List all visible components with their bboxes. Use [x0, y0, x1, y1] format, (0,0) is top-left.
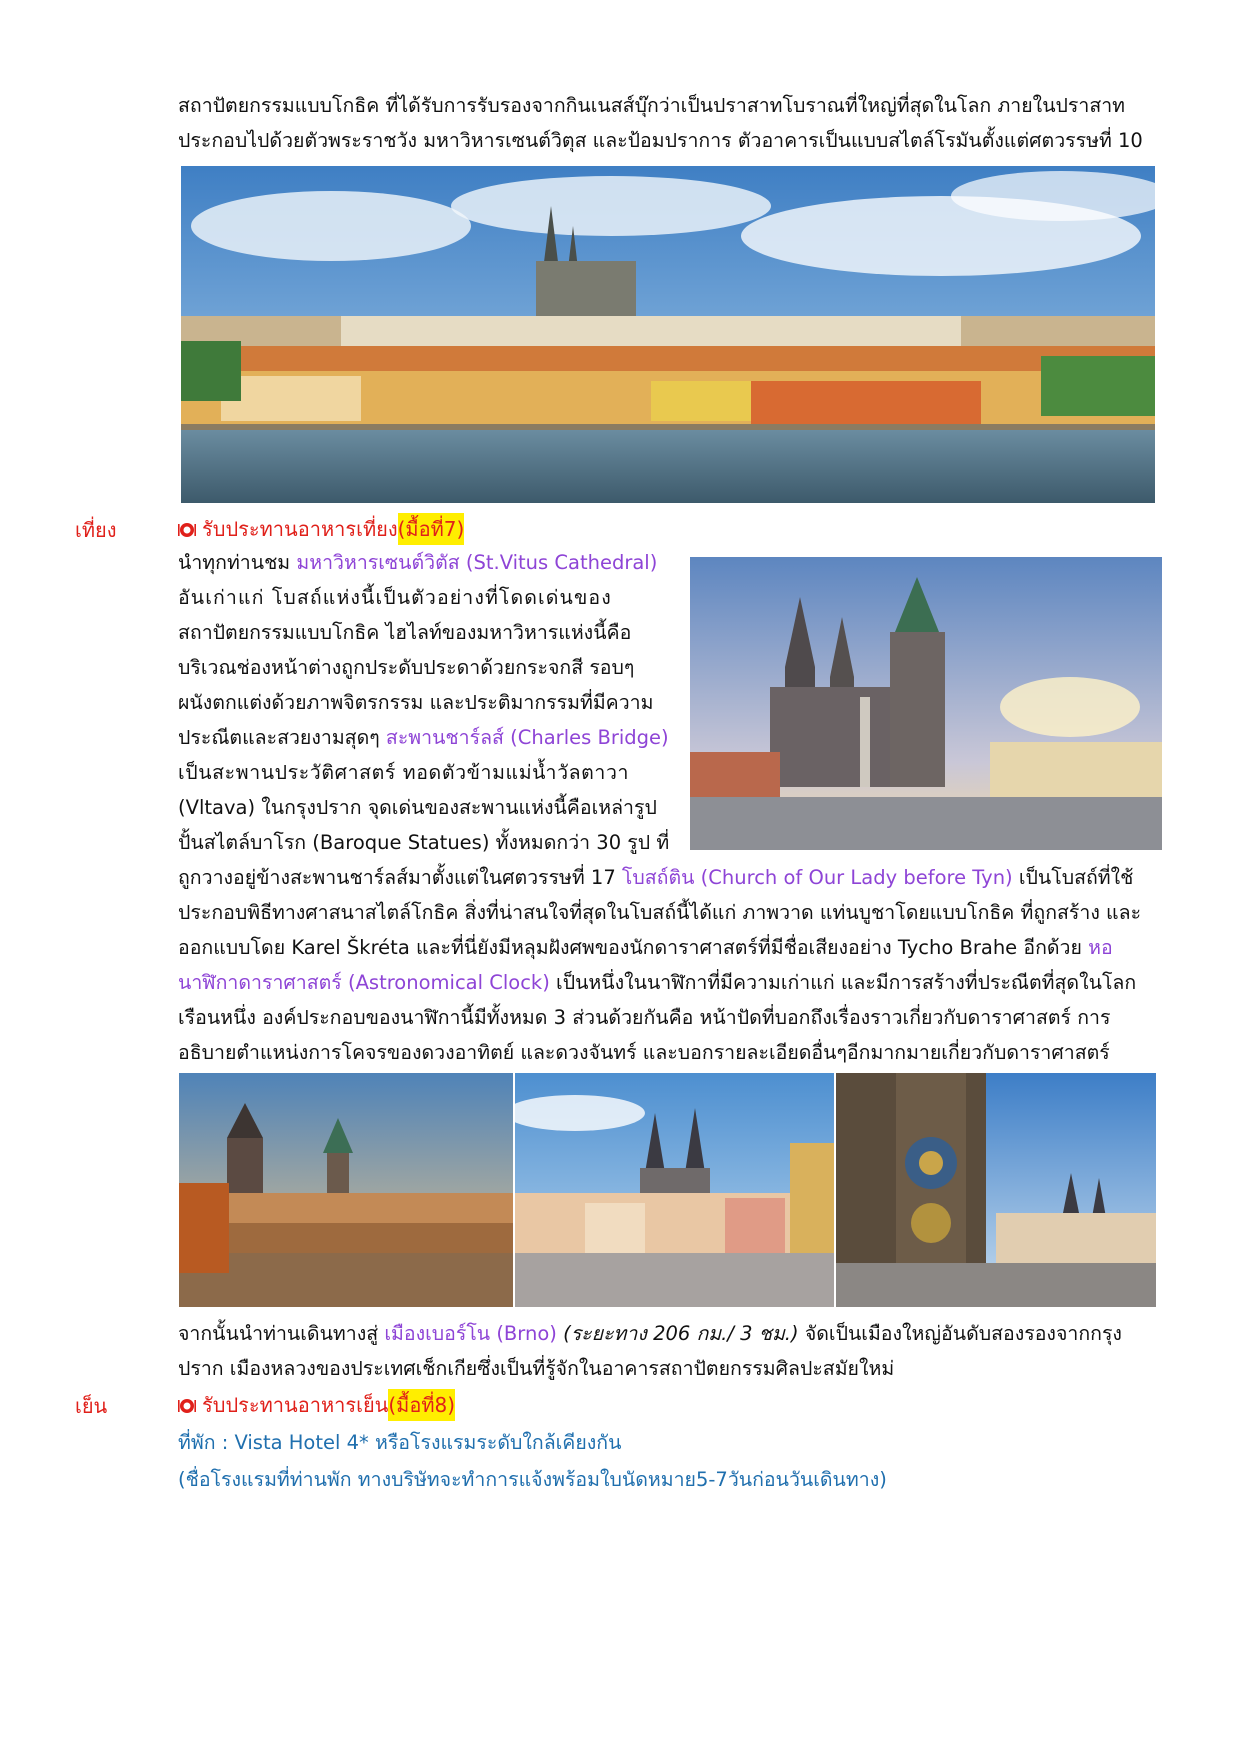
astronomical-clock-photo	[836, 1073, 1156, 1307]
tour-line-2: อันเก่าแก่ โบสถ์แห่งนี้เป็นตัวอย่างที่โดดเด่นของ	[178, 586, 612, 609]
tour-line-4: บริเวณช่องหน้าต่างถูกประดับประดาด้วยกระจกสี รอบๆ	[178, 656, 635, 679]
tour-line-11: ประกอบพิธีทางศาสนาสไตล์โกธิค สิ่งที่น่าสนใจที่สุดในโบสถ์นี้ได้แก่ ภาพวาด แท่นบูชาโดยแบบโกธิค ที่ถูกสร้าง และ	[178, 901, 1142, 924]
lunch-meal-line	[178, 513, 464, 545]
tyn-church-photo	[515, 1073, 834, 1307]
meal-plate-icon	[178, 1396, 196, 1414]
tour-line-12: ออกแบบโดย Karel Škréta และที่นี่ยังมีหลุมฝังศพของนักดาราศาสตร์ที่มีชื่อเสียงอย่าง Tycho Brahe อีกด้วย หอ	[178, 936, 1113, 959]
lunch-time-label: เที่ยง	[75, 518, 117, 542]
intro-line-2: ประกอบไปด้วยตัวพระราชวัง มหาวิหารเซนต์วิตุส และป้อมปราการ ตัวอาคารเป็นแบบสไตล์โรมันตั้งแต่ศตวรรษที่ 10	[178, 129, 1143, 152]
dinner-time-label: เย็น	[75, 1394, 108, 1418]
charles-bridge-photo	[179, 1073, 513, 1307]
tour-line-5: ผนังตกแต่งด้วยภาพจิตรกรรม และประติมากรรมที่มีความ	[178, 691, 654, 714]
astronomical-clock-link: นาฬิกาดาราศาสตร์ (Astronomical Clock)	[178, 971, 550, 994]
travel-paragraph	[178, 1316, 1178, 1386]
brno-link: เมืองเบอร์โน (Brno)	[384, 1322, 557, 1345]
tour-paragraph-narrow	[178, 545, 672, 860]
dinner-meal-line	[178, 1389, 455, 1421]
travel-line-1: จากนั้นนำท่านเดินทางสู่ เมืองเบอร์โน (Brno) (ระยะทาง 206 กม./ 3 ชม.) จัดเป็นเมืองใหญ่อันดับสองรองจากกรุง	[178, 1322, 1122, 1345]
tyn-church-link: โบสถ์ติน (Church of Our Lady before Tyn)	[621, 866, 1013, 889]
tour-line-10: ถูกวางอยู่ข้างสะพานชาร์ลส์มาตั้งแต่ในศตวรรษที่ 17 โบสถ์ติน (Church of Our Lady before Tyn) เป็นโบสถ์ที่ใช้	[178, 866, 1134, 889]
prague-castle-photo	[181, 166, 1155, 503]
tour-line-1: นำทุกท่านชม มหาวิหารเซนต์วิตัส (St.Vitus Cathedral)	[178, 551, 658, 574]
charles-bridge-link: สะพานชาร์ลส์ (Charles Bridge)	[385, 726, 669, 749]
dinner-meal-number: (มื้อที่8)	[388, 1389, 455, 1421]
meal-plate-icon	[178, 520, 196, 538]
travel-line-2: ปราก เมืองหลวงของประเทศเช็กเกียซึ่งเป็นที่รู้จักในอาคารสถาปัตยกรรมศิลปะสมัยใหม่	[178, 1357, 895, 1380]
lunch-meal-text: รับประทานอาหารเที่ยง	[202, 517, 398, 541]
astronomical-clock-link-start: หอ	[1088, 936, 1113, 959]
hotel-line-1: ที่พัก : Vista Hotel 4* หรือโรงแรมระดับใกล้เคียงกัน	[178, 1431, 622, 1454]
tour-line-7: เป็นสะพานประวัติศาสตร์ ทอดตัวข้ามแม่น้ำวัลตาวา	[178, 761, 630, 784]
tour-line-9: ปั้นสไตล์บาโรก (Baroque Statues) ทั้งหมดกว่า 30 รูป ที่	[178, 831, 670, 854]
intro-line-1: สถาปัตยกรรมแบบโกธิค ที่ได้รับการรับรองจากกินเนสส์บุ๊กว่าเป็นปราสาทโบราณที่ใหญ่ที่สุดในโลก ภายในปราสาท	[178, 94, 1126, 117]
tour-line-14: เรือนหนึ่ง องค์ประกอบของนาฬิกานี้มีทั้งหมด 3 ส่วนด้วยกันคือ หน้าปัดที่บอกถึงเรื่องราวเกี่ยวกับดาราศาสตร์ การ	[178, 1006, 1111, 1029]
tour-line-8: (Vltava) ในกรุงปราก จุดเด่นของสะพานแห่งนี้คือเหล่ารูป	[178, 796, 657, 819]
intro-paragraph	[178, 88, 1178, 158]
travel-distance: (ระยะทาง 206 กม./ 3 ชม.)	[556, 1322, 799, 1345]
dinner-meal-text: รับประทานอาหารเย็น	[202, 1393, 389, 1417]
tour-line-13: นาฬิกาดาราศาสตร์ (Astronomical Clock) เป็นหนึ่งในนาฬิกาที่มีความเก่าแก่ และมีการสร้างที่ประณีตที่สุดในโลก	[178, 971, 1137, 994]
st-vitus-link: มหาวิหารเซนต์วิตัส (St.Vitus Cathedral)	[296, 551, 658, 574]
tour-paragraph-wide	[178, 860, 1168, 1070]
tour-line-3: สถาปัตยกรรมแบบโกธิค ไฮไลท์ของมหาวิหารแห่งนี้คือ	[178, 621, 632, 644]
hotel-info	[178, 1424, 1178, 1498]
lunch-meal-number: (มื้อที่7)	[398, 513, 465, 545]
hotel-line-2: (ชื่อโรงแรมที่ท่านพัก ทางบริษัทจะทำการแจ้งพร้อมใบนัดหมาย5-7วันก่อนวันเดินทาง)	[178, 1468, 887, 1491]
st-vitus-cathedral-photo	[690, 557, 1162, 850]
tour-line-6: ประณีตและสวยงามสุดๆ สะพานชาร์ลส์ (Charles Bridge)	[178, 726, 669, 749]
tour-line-15: อธิบายตำแหน่งการโคจรของดวงอาทิตย์ และดวงจันทร์ และบอกรายละเอียดอื่นๆอีกมากมายเกี่ยวกับดาราศาสตร์	[178, 1041, 1110, 1064]
